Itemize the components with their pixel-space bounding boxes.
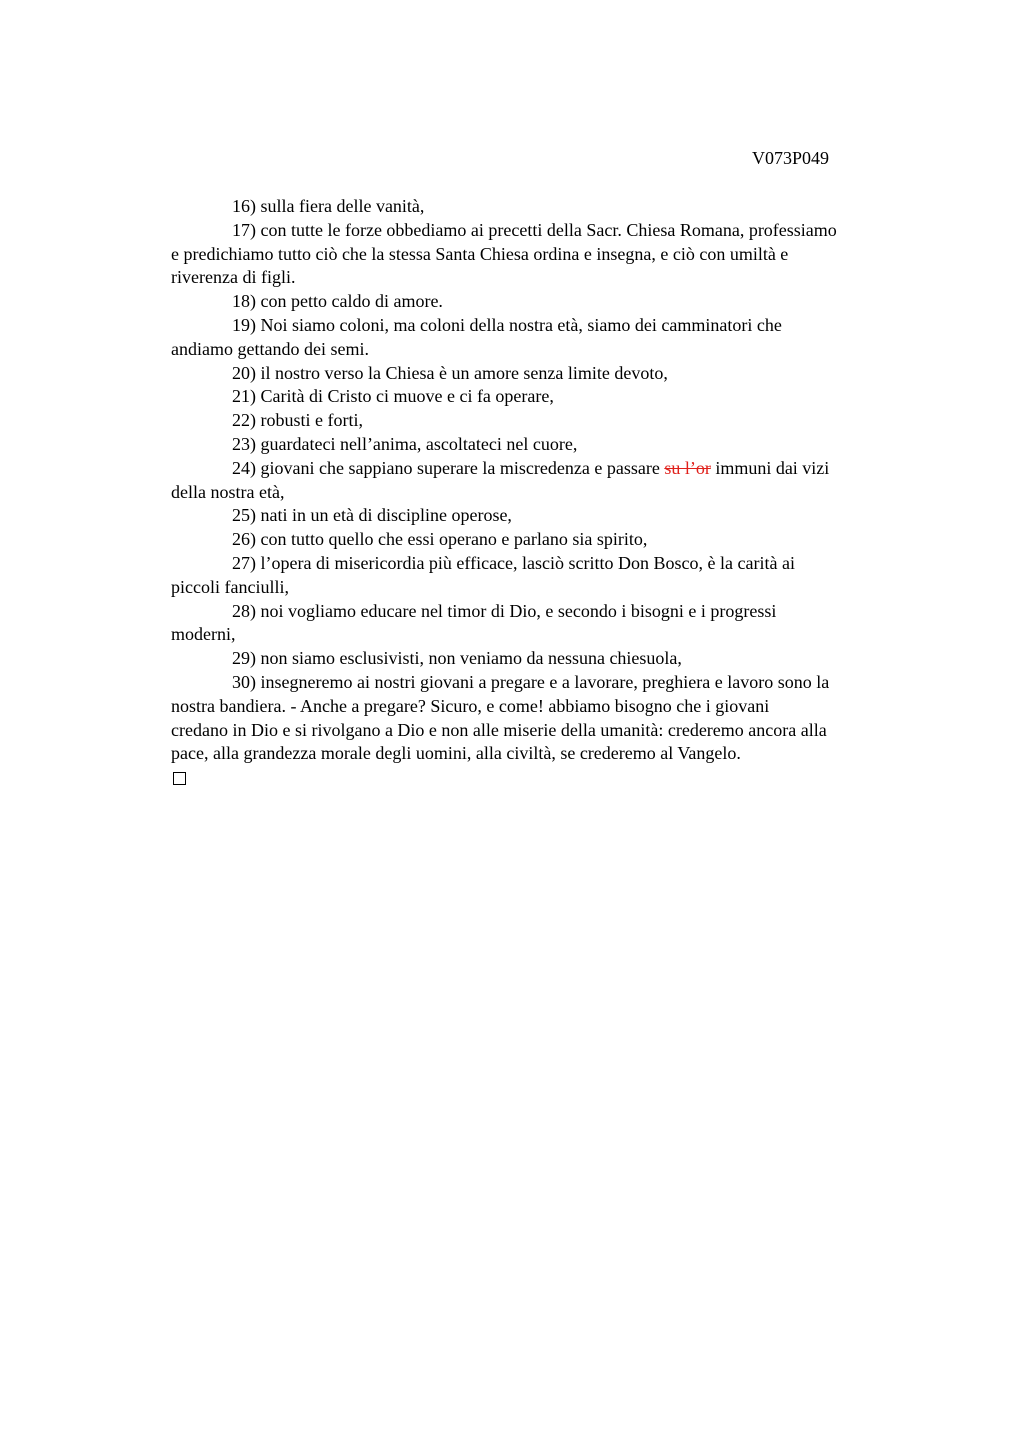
- item-24-text-after: immuni dai vizi: [710, 457, 830, 478]
- end-marker: [171, 766, 931, 792]
- page-identifier: V073P049: [752, 148, 830, 168]
- item-27-line-2: piccoli fanciulli,: [171, 576, 289, 597]
- item-19-line-1: 19) Noi siamo coloni, ma coloni della nostra età, siamo dei camminatori che: [232, 314, 782, 335]
- item-30-line-1: 30) insegneremo ai nostri giovani a pregare e a lavorare, preghiera e lavoro sono la: [232, 671, 830, 692]
- document-body: [171, 195, 931, 792]
- item-28-line-2: moderni,: [171, 624, 236, 645]
- item-19-line-2: andiamo gettando dei semi.: [171, 338, 369, 359]
- item-20: 20) il nostro verso la Chiesa è un amore senza limite devoto,: [232, 362, 668, 383]
- item-17-line-1: 17) con tutte le forze obbediamo ai precetti della Sacr. Chiesa Romana, professiamo: [232, 219, 837, 240]
- item-30-line-3: credano in Dio e si rivolgano a Dio e non alle miserie della umanità: crederemo ancora alla: [171, 719, 827, 740]
- item-24-line-2: della nostra età,: [171, 481, 285, 502]
- item-26: 26) con tutto quello che essi operano e parlano sia spirito,: [232, 529, 648, 550]
- item-27-line-1: 27) l’opera di misericordia più efficace, lasciò scritto Don Bosco, è la carità ai: [232, 552, 795, 573]
- item-24-text-before: 24) giovani che sappiano superare la miscredenza e passare: [232, 457, 665, 478]
- item-30-line-4: pace, alla grandezza morale degli uomini, alla civiltà, se crederemo al Vangelo.: [171, 743, 741, 764]
- item-29: 29) non siamo esclusivisti, non veniamo da nessuna chiesuola,: [232, 648, 682, 669]
- struck-out-text: su l’or: [664, 457, 711, 478]
- item-28-line-1: 28) noi vogliamo educare nel timor di Dio, e secondo i bisogni e i progressi: [232, 600, 777, 621]
- item-23: 23) guardateci nell’anima, ascoltateci nel cuore,: [232, 433, 578, 454]
- item-30-line-2: nostra bandiera. - Anche a pregare? Sicuro, e come! abbiamo bisogno che i giovani: [171, 695, 770, 716]
- item-17-line-2: e predichiamo tutto ciò che la stessa Santa Chiesa ordina e insegna, e ciò con umiltà e: [171, 243, 789, 264]
- item-21: 21) Carità di Cristo ci muove e ci fa operare,: [232, 386, 554, 407]
- item-24-line-1: [171, 457, 931, 481]
- item-18: 18) con petto caldo di amore.: [232, 291, 443, 312]
- item-25: 25) nati in un età di discipline operose,: [232, 505, 512, 526]
- item-22: 22) robusti e forti,: [232, 410, 363, 431]
- empty-square-icon: [173, 772, 186, 785]
- item-17-line-3: riverenza di figli.: [171, 267, 296, 288]
- item-16: 16) sulla fiera delle vanità,: [232, 196, 425, 216]
